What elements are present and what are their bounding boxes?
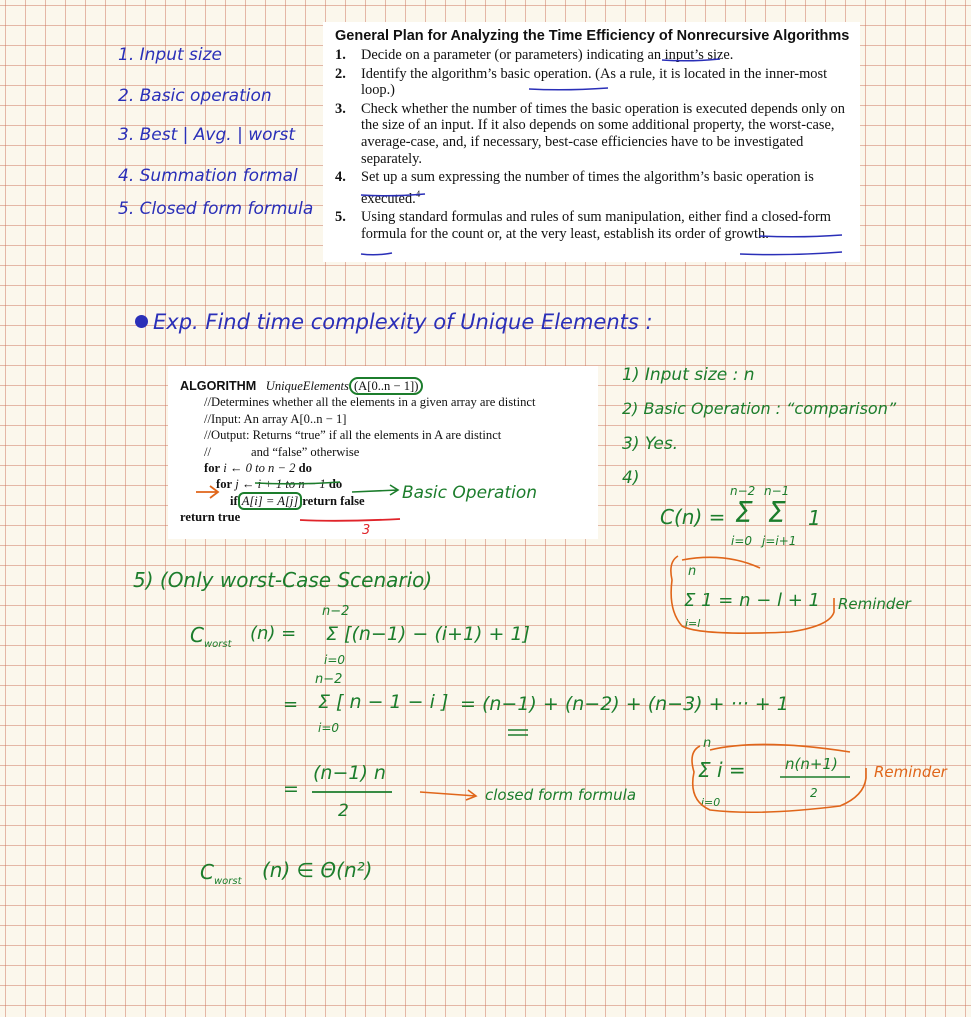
sum1-upper: n−2	[730, 484, 756, 498]
sum-a-upper: n−2	[322, 604, 350, 619]
reminder2-numerator: n(n+1)	[785, 755, 838, 773]
reminder1-upper: n	[688, 564, 697, 579]
c-worst-symbol: $C_{worst}$	[190, 623, 232, 650]
algorithm-return-true: return true	[180, 510, 241, 525]
plan-step-text: Identify the algorithm’s basic operation. (As a rule, it is located in the inner-most loop.)	[361, 65, 828, 99]
sigma-icon: Σ	[768, 496, 786, 529]
sum-b-upper: n−2	[315, 672, 343, 687]
underline-inner-loop	[255, 482, 340, 484]
arrow-closed-form-icon	[420, 790, 476, 800]
algorithm-if-statement: if A[i] = A[j] return false	[230, 493, 365, 508]
note-basic-operation-comparison: 2) Basic Operation : “comparison”	[622, 399, 897, 418]
underline-set-up-sum	[361, 194, 425, 196]
underline-form	[361, 253, 392, 255]
note-four: 4)	[622, 468, 640, 488]
reminder2-lower: i=0	[701, 796, 721, 809]
plan-step-number: 3.	[335, 100, 346, 117]
closed-form-label: closed form formula	[485, 786, 637, 804]
sum-b-body: Σ [ n − 1 − i ]	[318, 691, 449, 713]
algorithm-comment: //Output: Returns “true” if all the elements in A are distinct	[204, 428, 502, 443]
underline-input-size	[662, 59, 720, 61]
cn-lhs: C(n) =	[660, 505, 726, 529]
underline-series-start	[508, 730, 528, 735]
plan-step-text: Using standard formulas and rules of sum manipulation, either find a closed-form formula for the count or, at the very least, establish its order of growth.	[361, 209, 831, 242]
plan-step-text: Decide on a parameter (or parameters) indicating an input’s size.	[361, 47, 734, 63]
result-denominator: 2	[338, 801, 349, 821]
summand: 1	[808, 506, 821, 530]
result-numerator: (n−1) n	[313, 762, 386, 784]
c-worst-of-n: (n) =	[250, 623, 297, 644]
note-closed-form: 5. Closed form formula	[118, 199, 314, 219]
plan-step-text: Set up a sum expressing the number of times the algorithm’s basic operation is executed.	[361, 169, 814, 207]
sigma-icon: Σ	[735, 496, 753, 529]
sum-a-body: Σ [(n−1) − (i+1) + 1]	[326, 623, 530, 645]
plan-title: General Plan for Analyzing the Time Efficiency of Nonrecursive Algorithms	[335, 28, 850, 44]
sum-b-eq: =	[283, 694, 299, 715]
reminder2-label: Reminder	[874, 763, 947, 781]
annotation-number-three: 3	[362, 523, 371, 538]
note-best-avg-worst: 3. Best | Avg. | worst	[118, 125, 296, 145]
algorithm-outer-loop: for i ← 0 to n − 2 do	[204, 461, 312, 476]
reminder1-lower: i=l	[685, 617, 701, 630]
plan-step-number: 4.	[335, 169, 346, 186]
plan-step-number: 2.	[335, 65, 346, 82]
algorithm-name: UniqueElements	[265, 379, 349, 393]
example-heading-text: Exp. Find time complexity of Unique Elements :	[153, 310, 653, 334]
algorithm-inner-loop: for j ← i + 1 to n − 1 do	[216, 477, 343, 492]
reminder2-arrow	[710, 744, 850, 752]
reminder1-bracket	[671, 556, 834, 633]
theta-expression: (n) ∈ Θ(n²)	[262, 858, 373, 882]
sum1-lower: i=0	[731, 534, 753, 548]
reminder2-lhs: Σ i =	[698, 758, 746, 782]
plan-step-text: Check whether the number of times the basic operation is executed depends only on the size of an input. If it also depends on some additional property, the worst-case, average-case, and, if necessary, best-case efficiencies have to be investigated separately.	[361, 100, 845, 167]
reminder2-denominator: 2	[810, 786, 818, 800]
theta-worst-subscript: worst	[213, 876, 242, 887]
algorithm-param: (A[0..n − 1])	[349, 377, 423, 395]
arrow-basic-op-icon	[352, 485, 398, 495]
underline-order-of-growth	[740, 252, 842, 255]
note-input-size-n: 1) Input size : n	[622, 365, 755, 385]
plan-step-number: 1.	[335, 47, 346, 63]
note-summation-formula: 4. Summation formal	[118, 166, 298, 186]
note-yes: 3) Yes.	[622, 434, 679, 454]
result-eq: =	[283, 778, 299, 800]
underline-basic-operation	[529, 88, 608, 90]
underline-closed-form	[759, 235, 842, 237]
sum2-upper: n−1	[764, 484, 790, 498]
plan-footnote: 4	[415, 188, 421, 199]
series-expansion: = (n−1) + (n−2) + (n−3) + ··· + 1	[460, 693, 789, 715]
basic-operation-annotation: Basic Operation	[402, 483, 538, 503]
worst-case-heading: 5) (Only worst-Case Scenario)	[133, 568, 433, 592]
reminder2-bracket	[692, 746, 866, 812]
algorithm-comment: //Input: An array A[0..n − 1]	[204, 411, 347, 426]
algorithm-comment: //Determines whether all the elements in a given array are distinct	[204, 395, 536, 410]
theta-c-symbol: $C_{worst}$	[200, 860, 242, 887]
comment-slashes: //	[204, 444, 211, 459]
sum2-lower: j=i+1	[762, 534, 797, 548]
algorithm-label: ALGORITHM	[180, 379, 257, 393]
reminder1-expression: Σ 1 = n − l + 1	[684, 590, 820, 611]
worst-subscript: worst	[203, 639, 232, 650]
note-input-size: 1. Input size	[118, 45, 223, 65]
underline-return-false	[300, 519, 400, 521]
arrow-inner-loop-icon	[196, 486, 218, 498]
basic-operation-box: A[i] = A[j]	[238, 492, 303, 510]
comment-text: and “false” otherwise	[251, 444, 360, 459]
sum-a-lower: i=0	[324, 653, 346, 667]
note-basic-operation: 2. Basic operation	[118, 86, 272, 106]
reminder1-label: Reminder	[838, 595, 911, 613]
sum-b-lower: i=0	[318, 721, 340, 735]
reminder1-arrow	[682, 557, 760, 568]
plan-step-number: 5.	[335, 209, 346, 226]
reminder2-upper: n	[703, 736, 712, 751]
